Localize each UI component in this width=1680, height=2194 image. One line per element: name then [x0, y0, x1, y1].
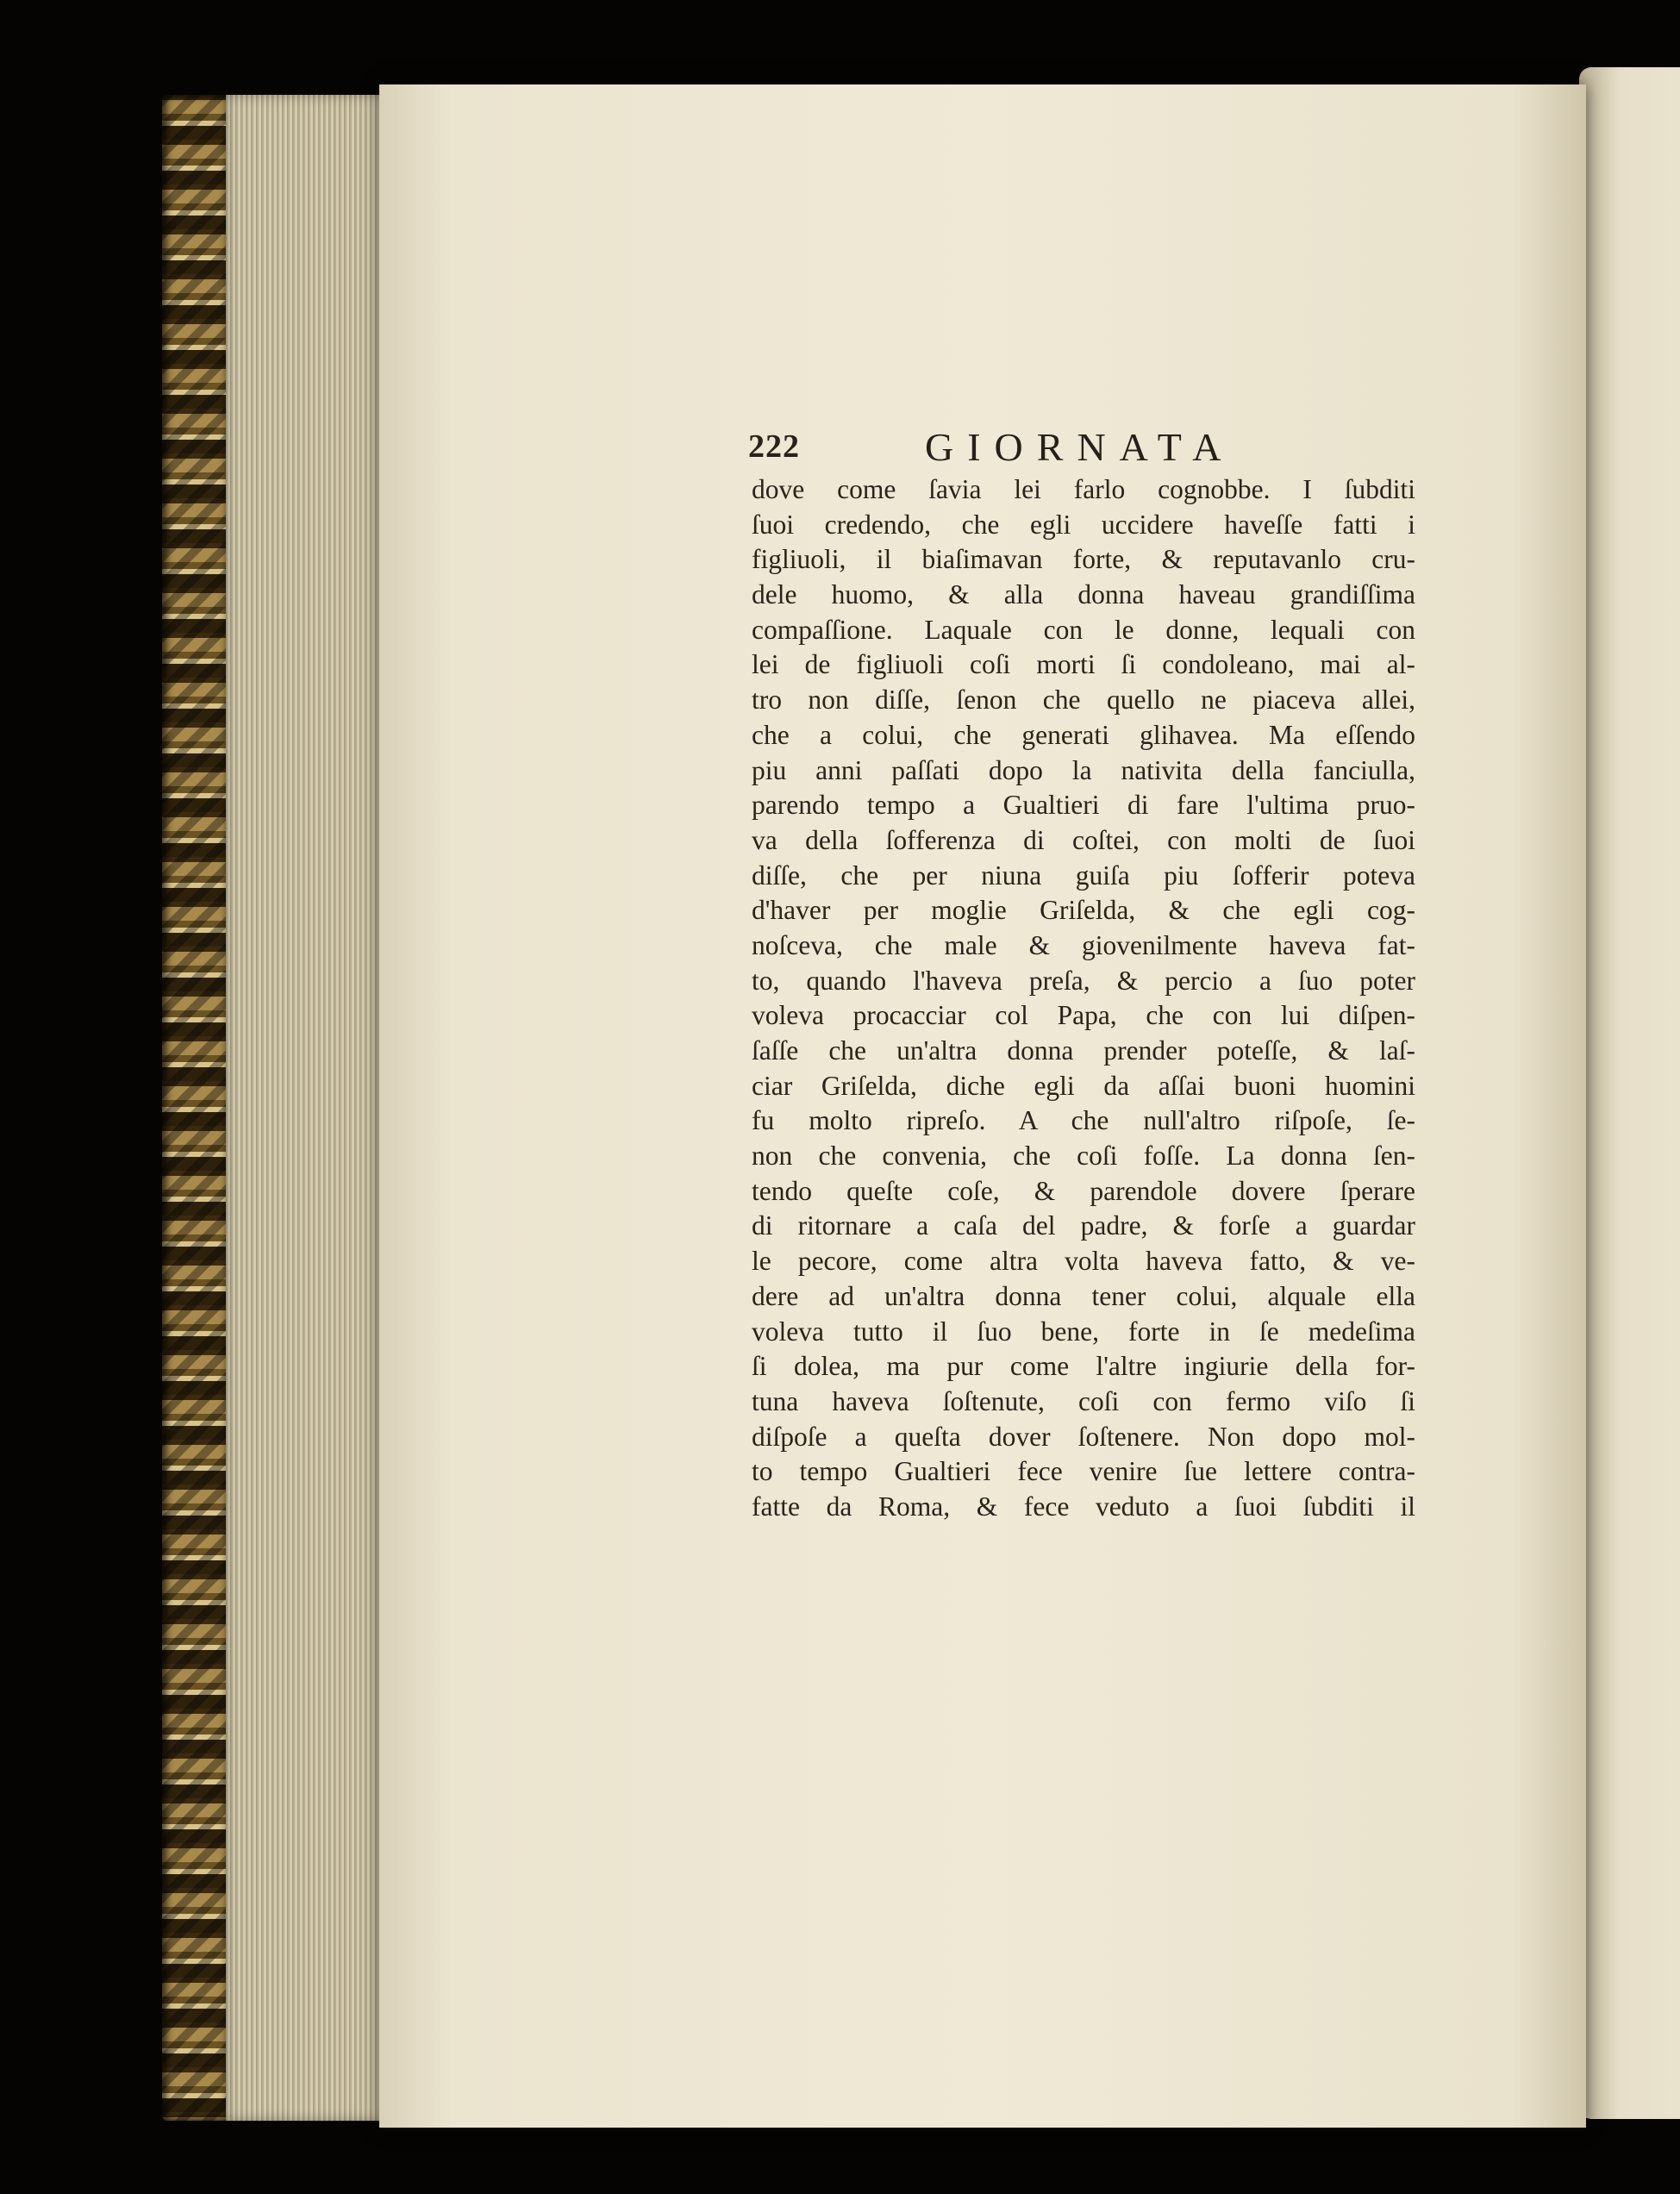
text-line: che a colui, che generati glihavea. Ma eſſendo — [752, 719, 1415, 750]
page-header — [748, 424, 1235, 476]
text-line: to, quando l'haveva preſa, & percio a ſuo poter — [752, 965, 1415, 996]
facing-page — [1579, 67, 1680, 2119]
text-line: diſpoſe a queſta dover ſoſtenere. Non dopo mol- — [752, 1421, 1415, 1452]
text-line: noſceva, che male & giovenilmente haveva fat- — [752, 929, 1415, 960]
page-edges — [226, 95, 390, 2121]
text-line: diſſe, che per niuna guiſa piu ſofferir poteva — [752, 859, 1415, 891]
text-line: ſi dolea, ma pur come l'altre ingiurie della for- — [752, 1351, 1415, 1382]
text-line: parendo tempo a Gualtieri di fare l'ultima pruo- — [752, 790, 1415, 821]
text-line: d'haver per moglie Griſelda, & che egli cog- — [752, 895, 1415, 926]
text-line: le pecore, come altra volta haveva fatto, & ve- — [752, 1246, 1415, 1277]
running-head: GIORNATA — [925, 425, 1235, 469]
text-line: tendo queſte coſe, & parendole dovere ſperare — [752, 1175, 1415, 1206]
text-line: voleva procacciar col Papa, che con lui diſpen- — [752, 1000, 1415, 1031]
text-line: compaſſione. Laquale con le donne, lequali con — [752, 614, 1415, 645]
text-line: figliuoli, il biaſimavan forte, & reputavanlo cru- — [752, 544, 1415, 575]
text-line: ſuoi credendo, che egli uccidere haveſſe fatti i — [752, 509, 1415, 540]
text-block — [752, 472, 1415, 1525]
text-line: fatte da Roma, & fece veduto a ſuoi ſubditi il — [752, 1491, 1415, 1522]
text-line: piu anni paſſati dopo la nativita della fanciulla, — [752, 754, 1415, 785]
text-line: voleva tutto il ſuo bene, forte in ſe medeſima — [752, 1316, 1415, 1347]
text-line: tuna haveva ſoſtenute, coſi con fermo viſo ſi — [752, 1385, 1415, 1416]
text-line: dere ad un'altra donna tener colui, alquale ella — [752, 1280, 1415, 1311]
text-line: di ritornare a caſa del padre, & forſe a guardar — [752, 1210, 1415, 1241]
text-line: tro non diſſe, ſenon che quello ne piaceva allei, — [752, 684, 1415, 716]
book-spine — [162, 95, 233, 2121]
page-number: 222 — [748, 428, 800, 465]
text-line: non che convenia, che coſi foſſe. La donna ſen- — [752, 1141, 1415, 1172]
text-line: to tempo Gualtieri fece venire ſue lettere contra- — [752, 1456, 1415, 1487]
text-line: ſaſſe che un'altra donna prender poteſſe, & laſ- — [752, 1035, 1415, 1066]
text-line: dove come ſavia lei farlo cognobbe. I ſubditi — [752, 474, 1415, 504]
text-line: fu molto ripreſo. A che null'altro riſpoſe, ſe- — [752, 1105, 1415, 1136]
text-line: va della ſofferenza di coſtei, con molti de ſuoi — [752, 824, 1415, 855]
text-line: ciar Griſelda, diche egli da aſſai buoni huomini — [752, 1070, 1415, 1101]
text-line: lei de figliuoli coſi morti ſi condoleano, mai al- — [752, 649, 1415, 680]
text-line: dele huomo, & alla donna haveau grandiſſima — [752, 579, 1415, 610]
